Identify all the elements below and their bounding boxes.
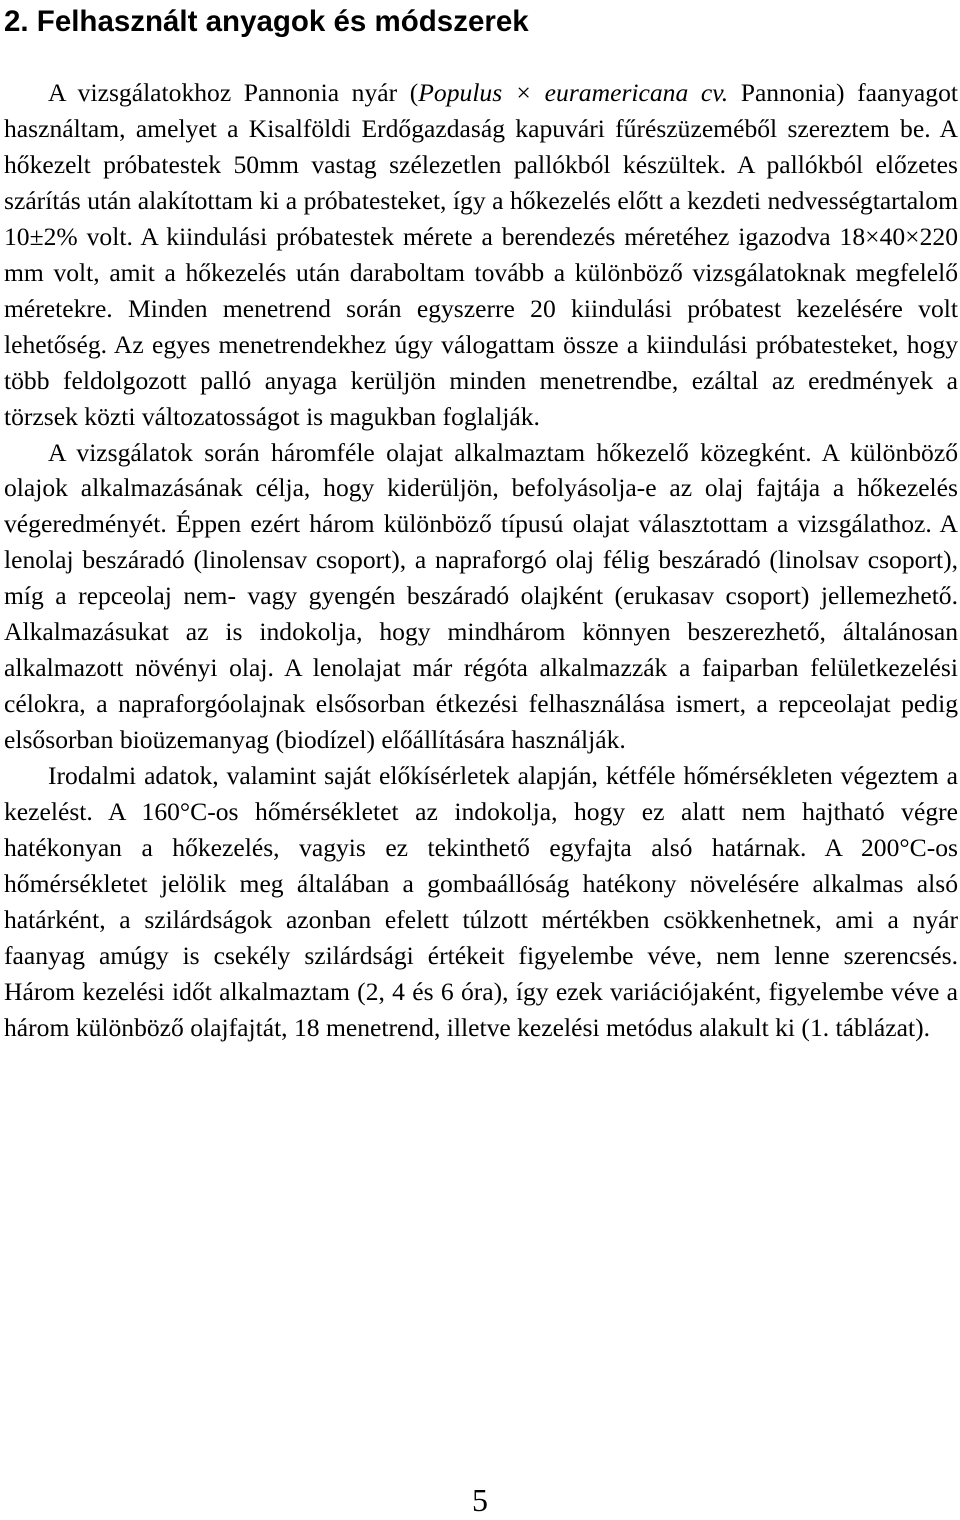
paragraph-materials bbox=[4, 75, 958, 435]
body-text bbox=[4, 75, 958, 1046]
section-heading: 2. Felhasznált anyagok és módszerek bbox=[4, 5, 529, 38]
species-name-italic: Populus × euramericana cv. bbox=[418, 78, 729, 107]
paragraph-text: Pannonia) faanyagot használtam, amelyet a Kisalföldi Erdőgazdaság kapuvári fűrészüzeméből szereztem be. A hőkezelt próbatestek 50mm vastag szélezetlen pallókból készültek. A pallókból előzetes szárítás után alakítottam ki a próbatesteket, így a hőkezelés előtt a kezdeti nedvességtartalom 10±2% volt. A kiindulási próbatestek mérete a berendezés méretéhez igazodva 18×40×220 mm volt, amit a hőkezelés után daraboltam tovább a különböző vizsgálatoknak megfelelő méretekre. Minden menetrend során egyszerre 20 kiindulási próbatest kezelésére volt lehetőség. Az egyes menetrendekhez úgy válogattam össze a kiindulási próbatesteket, hogy több feldolgozott palló anyaga kerüljön minden menetrendbe, ezáltal az eredmények a törzsek közti változatosságot is magukban foglalják. bbox=[4, 78, 958, 431]
paragraph-oils: A vizsgálatok során háromféle olajat alkalmaztam hőkezelő közegként. A különböző olajok alkalmazásának célja, hogy kiderüljön, befolyásolja-e az olaj fajtája a hőkezelés végeredményét. Éppen ezért három különböző típusú olajat választottam a vizsgálathoz. A lenolaj beszáradó (linolensav csoport), a napraforgó olaj félig beszáradó (linolsav csoport), míg a repceolaj nem- vagy gyengén beszáradó olajként (erukasav csoport) jellemezhető. Alkalmazásukat az is indokolja, hogy mindhárom könnyen beszerezhető, általánosan alkalmazott növényi olaj. A lenolajat már régóta alkalmazzák a faiparban felületkezelési célokra, a napraforgóolajnak elsősorban étkezési felhasználása ismert, a repceolajat pedig elsősorban bioüzemanyag (biodízel) előállítására használják. bbox=[4, 437, 958, 755]
paragraph-text: A vizsgálatokhoz Pannonia nyár ( bbox=[48, 78, 419, 107]
page-number: 5 bbox=[472, 1482, 488, 1518]
paragraph-temperature: Irodalmi adatok, valamint saját előkísérletek alapján, kétféle hőmérsékleten végeztem a kezelést. A 160°C-os hőmérsékletet az indokolja, hogy ez alatt nem hajtható végre hatékonyan a hőkezelés, vagyis ez tekinthető egyfajta alsó határnak. A 200°C-os hőmérsékletet jelölik meg általában a gombaállóság hatékony növelésére alkalmas alsó határként, a szilárdságok azonban efelett túlzott mértékben csökkenhetnek, ami a nyár faanyag amúgy is csekély szilárdsági értékeit figyelembe véve, nem lenne szerencsés. Három kezelési időt alkalmaztam (2, 4 és 6 óra), így ezek variációjaként, figyelembe véve a három különböző olajfajtát, 18 menetrend, illetve kezelési metódus alakult ki (1. táblázat). bbox=[4, 761, 958, 1042]
